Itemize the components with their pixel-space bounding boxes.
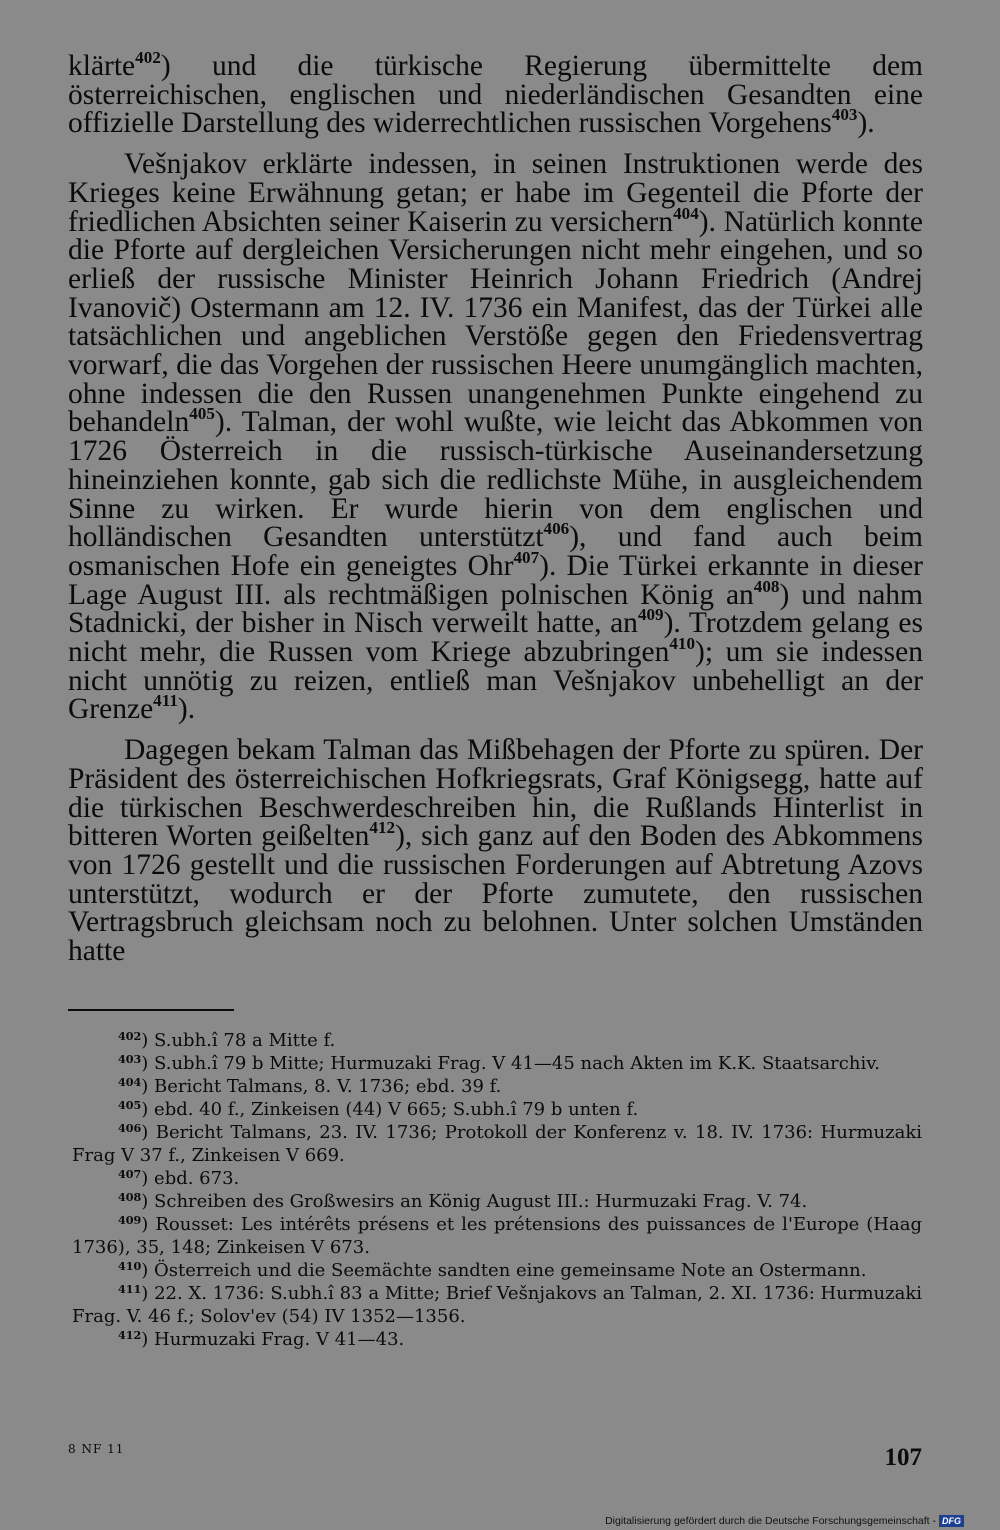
paragraph-1 [68, 48, 923, 140]
body-text [68, 48, 923, 968]
footnote-number: 406 [118, 1121, 142, 1135]
footnotes [72, 1029, 922, 1351]
text-run: klärte [68, 50, 136, 82]
digitization-credit [605, 1515, 964, 1527]
footnote-text: ) ebd. 673. [141, 1168, 240, 1189]
text-run: ). Trotzdem gelang es nicht mehr, die Russen vom Kriege abzubringen [68, 607, 923, 669]
footnote-ref-406: 406 [543, 519, 570, 539]
footnote-ref-410: 410 [669, 634, 696, 654]
footnote-404 [72, 1075, 922, 1098]
footnote-ref-411: 411 [153, 691, 178, 711]
footnote-text: ) S.ubh.î 79 b Mitte; Hurmuzaki Frag. V 41—45 nach Akten im K.K. Staatsarchiv. [141, 1053, 880, 1074]
footnote-number: 405 [118, 1098, 142, 1112]
footnote-number: 408 [118, 1190, 142, 1204]
footnote-text: ) ebd. 40 f., Zinkeisen (44) V 665; S.ubh.î 79 b unten f. [141, 1099, 639, 1120]
credit-text: Digitalisierung gefördert durch die Deutsche Forschungsgemeinschaft - [605, 1515, 936, 1527]
text-run: ). Talman, der wohl wußte, wie leicht das Abkommen von 1726 Österreich in die russisch-türkische Auseinandersetzung hineinziehen konnte, gab sich die redlichste Mühe, in ausgleichendem Sinne zu wirken. Er wurde hierin von dem englischen und holländischen Gesandten unterstützt [68, 406, 923, 554]
footnote-ref-404: 404 [673, 203, 699, 223]
footnote-text: ) Hurmuzaki Frag. V 41—43. [141, 1329, 405, 1350]
text-run: ) und nahm Stadnicki, der bisher in Nisch verweilt hatte, an [68, 578, 923, 640]
footnote-ref-409: 409 [637, 605, 664, 625]
footnote-ref-402: 402 [135, 48, 161, 68]
footnote-number: 412 [118, 1328, 142, 1342]
footnote-text: ) Bericht Talmans, 8. V. 1736; ebd. 39 f. [141, 1076, 502, 1097]
footnote-403 [72, 1052, 922, 1075]
text-run: ); um sie indessen nicht unnötig zu reizen, entließ man Vešnjakov unbehelligt an der Grenze [68, 636, 923, 726]
text-run: ), und fand auch beim osmanischen Hofe ein geneigtes Ohr [68, 521, 923, 582]
footnote-407 [72, 1167, 922, 1190]
footnote-405 [72, 1098, 922, 1121]
footnote-406 [72, 1121, 922, 1167]
footnote-410 [72, 1259, 922, 1282]
footnote-402 [72, 1029, 922, 1052]
footnote-number: 411 [118, 1282, 142, 1296]
text-run: Vešnjakov erklärte indessen, in seinen Instruktionen werde des Krieges keine Erwähnung getan; er habe im Gegenteil die Pforte der friedlichen Absichten seiner Kaiserin zu versichern [68, 148, 923, 238]
footnote-text: ) S.ubh.î 78 a Mitte f. [141, 1030, 336, 1051]
text-run: ). [857, 107, 875, 140]
footnote-ref-412: 412 [369, 818, 396, 838]
footnote-number: 409 [118, 1213, 142, 1227]
footnote-number: 407 [118, 1167, 142, 1181]
footnote-408 [72, 1190, 922, 1213]
text-run: ). Natürlich konnte die Pforte auf dergleichen Versicherungen nicht mehr eingehen, und so erließ der russische Minister Heinrich Johann Friedrich (Andrej Ivanovič) Ostermann am 12. IV. 1736 ein Manifest, das der Türkei alle tatsächlichen und angeblichen Verstöße gegen den Friedensvertrag vorwarf, die das Vorgehen der russischen Heere unumgänglich machten, ohne indessen die den Russen unangenehmen Punkte eingehend zu behandeln [68, 205, 923, 439]
footnote-ref-407: 407 [513, 547, 540, 567]
footnote-411 [72, 1282, 922, 1328]
paragraph-3 [68, 736, 923, 966]
footnote-ref-405: 405 [189, 404, 215, 424]
footnote-409 [72, 1213, 922, 1259]
text-run: ). [177, 693, 196, 726]
signature-mark: 8 NF 11 [68, 1442, 125, 1456]
footnote-text: ) 22. X. 1736: S.ubh.î 83 a Mitte; Brief Vešnjakovs an Talman, 2. XI. 1736: Hurmuzaki Frag. V. 46 f.; Solov'ev (54) IV 1352—1356. [72, 1283, 922, 1327]
text-run: ) und die türkische Regierung übermittelte dem österreichischen, englischen und niederländischen Gesandten eine offizielle Darstellung des widerrechtlichen russischen Vorgehens [68, 50, 923, 140]
footnote-text: ) Österreich und die Seemächte sandten eine gemeinsame Note an Ostermann. [141, 1260, 867, 1281]
footnote-412 [72, 1328, 922, 1351]
footnote-ref-408: 408 [753, 576, 780, 596]
text-run: Dagegen bekam Talman das Mißbehagen der Pforte zu spüren. Der Präsident des österreichischen Hofkriegsrats, Graf Königsegg, hatte auf die türkischen Beschwerdeschreiben hin, die Rußlands Hinterlist in bitteren Worten geißelten [68, 734, 923, 853]
text-run: ). Die Türkei erkannte in dieser Lage August III. als rechtmäßigen polnischen König an [68, 549, 923, 611]
footnote-text: ) Bericht Talmans, 23. IV. 1736; Protokoll der Konferenz v. 18. IV. 1736: Hurmuzaki Frag V 37 f., Zinkeisen V 669. [72, 1122, 922, 1166]
footnote-text: ) Schreiben des Großwesirs an König August III.: Hurmuzaki Frag. V. 74. [141, 1191, 808, 1212]
footnote-number: 404 [118, 1075, 142, 1089]
dfg-logo: DFG [939, 1515, 964, 1527]
footnote-number: 402 [118, 1029, 142, 1043]
text-run: ), sich ganz auf den Boden des Abkommens von 1726 gestellt und die russischen Forderungen auf Abtretung Azovs unterstützt, wodurch er der Pforte zumutete, den russischen Vertragsbruch gleichsam noch zu belohnen. Unter solchen Umständen hatte [68, 820, 923, 968]
page-number: 107 [884, 1444, 922, 1471]
paragraph-2 [68, 150, 923, 724]
footnote-number: 410 [118, 1259, 142, 1273]
footnote-number: 403 [118, 1052, 142, 1066]
footnote-separator [68, 1009, 234, 1011]
footnote-ref-403: 403 [831, 105, 858, 125]
footnote-text: ) Rousset: Les intérêts présens et les prétensions des puissances de l'Europe (Haag 1736), 35, 148; Zinkeisen V 673. [72, 1214, 922, 1258]
